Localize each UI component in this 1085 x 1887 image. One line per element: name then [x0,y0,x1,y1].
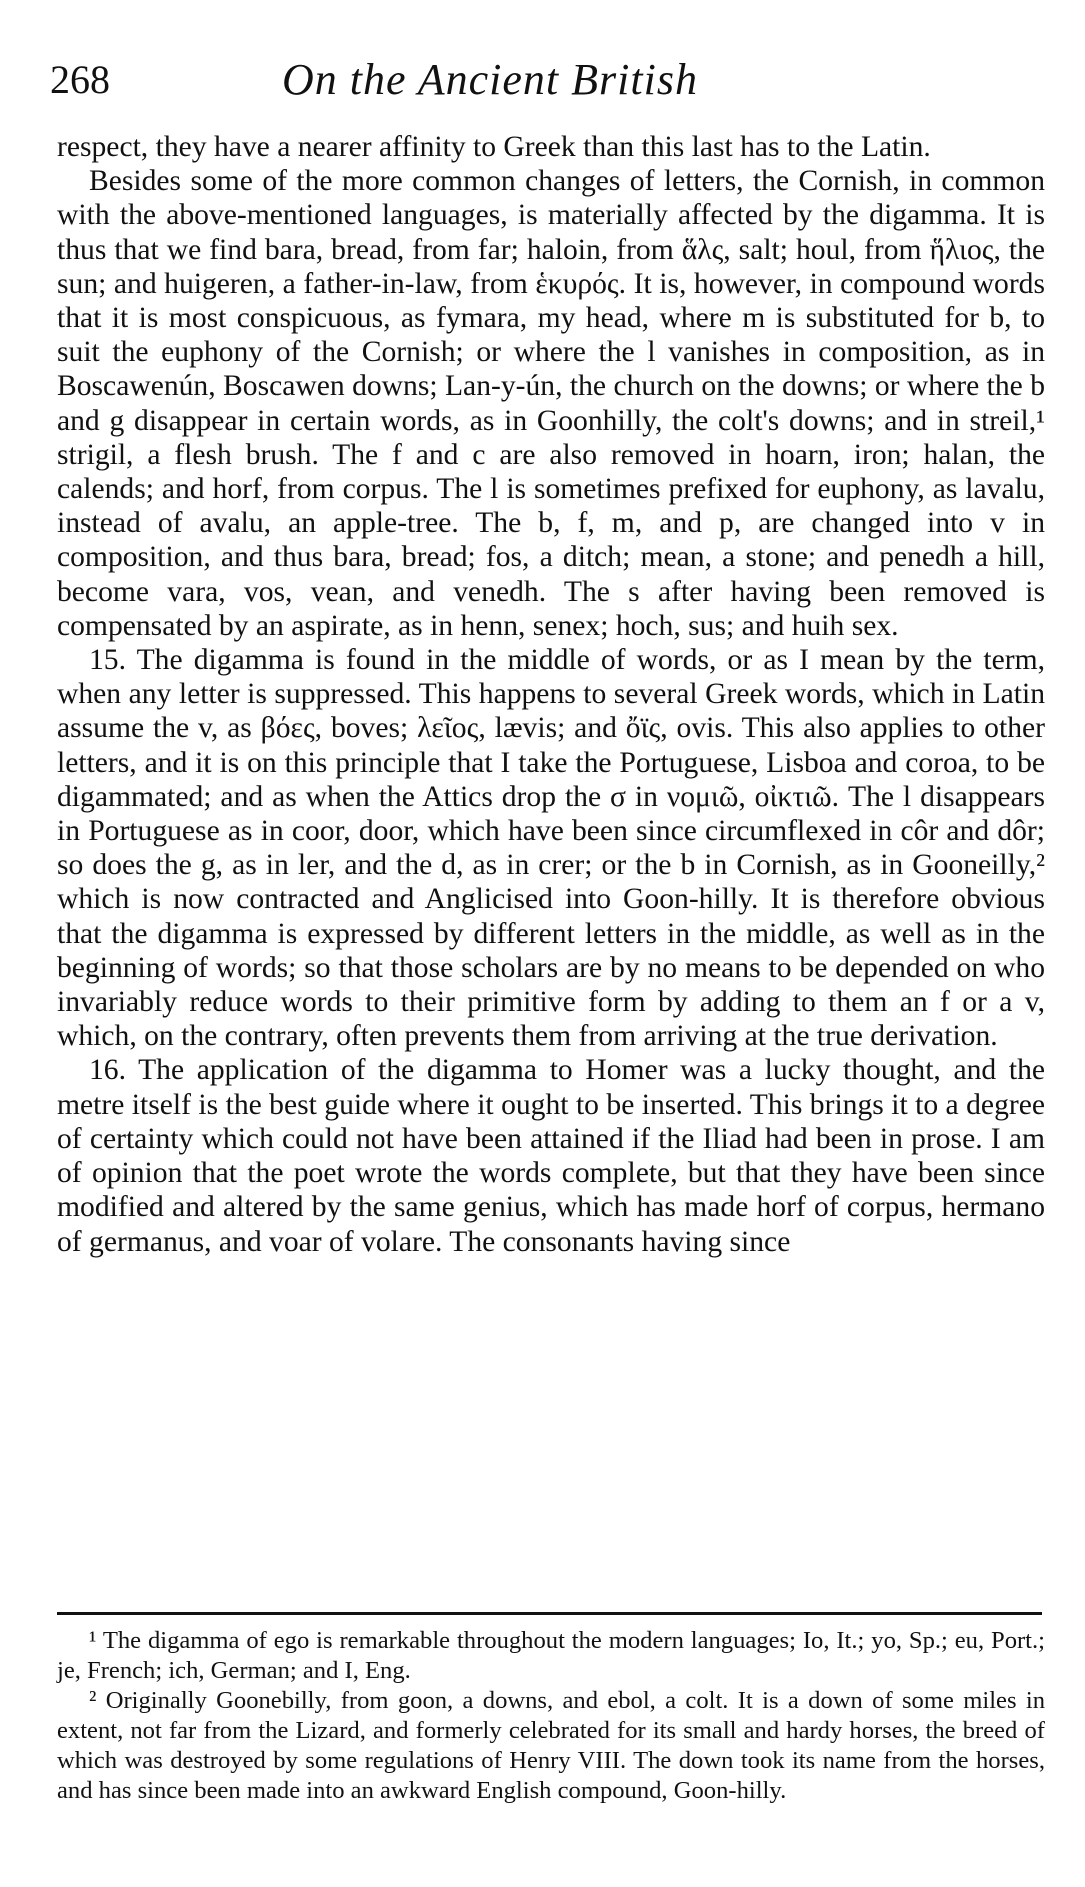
paragraph-section-15: 15. The digamma is found in the middle of words, or as I mean by the term, when any letter is suppressed. This happens to several Greek words, which in Latin assume the v, as βόες, boves; λεῖος, lævis; and ὄϊς, ovis. This also applies to other letters, and it is on this principle that I take the Portuguese, Lisboa and coroa, to be digammated; and as when the Attics drop the σ in νομιῶ, οἰκτιῶ. The l disappears in Portuguese as in coor, door, which have been since circumflexed in côr and dôr; so does the g, as in ler, and the d, as in crer; or the b in Cornish, as in Gooneilly,² which is now contracted and Anglicised into Goon-hilly. It is therefore obvious that the digamma is expressed by different letters in the middle, as well as in the beginning of words; so that those scholars are by no means to be depended on who invariably reduce words to their primitive form by adding to them an f or a v, which, on the contrary, often prevents them from arriving at the true derivation. [57,644,1045,1053]
footnote-divider [57,1612,1042,1615]
footnote-1: ¹ The digamma of ego is remarkable throughout the modern languages; Io, It.; yo, Sp.; eu, Port.; je, French; ich, German; and I, Eng. [57,1627,1045,1684]
footnotes [57,1626,1045,1806]
paragraph-cornish-changes: Besides some of the more common changes of letters, the Cornish, in common with the above-mentioned languages, is materially affected by the digamma. It is thus that we find bara, bread, from far; haloin, from ἅλς, salt; houl, from ἥλιος, the sun; and huigeren, a father-in-law, from ἑκυρός. It is, however, in compound words that it is most conspicuous, as fymara, my head, where m is substituted for b, to suit the euphony of the Cornish; or where the l vanishes in composition, as in Boscawenún, Boscawen downs; Lan-y-ún, the church on the downs; or where the b and g disappear in certain words, as in Goonhilly, the colt's downs; and in streil,¹ strigil, a flesh brush. The f and c are also removed in hoarn, iron; halan, the calends; and horf, from corpus. The l is sometimes prefixed for euphony, as lavalu, instead of avalu, an apple-tree. The b, f, m, and p, are changed into v in composition, and thus bara, bread; fos, a ditch; mean, a stone; and penedh a hill, become vara, vos, vean, and venedh. The s after having been removed is compensated by an aspirate, as in henn, senex; hoch, sus; and huih sex. [57,165,1045,642]
footnote-2: ² Originally Goonebilly, from goon, a downs, and ebol, a colt. It is a down of some miles in extent, not far from the Lizard, and formerly celebrated for its small and hardy horses, the breed of which was destroyed by some regulations of Henry VIII. The down took its name from the horses, and has since been made into an awkward English compound, Goon-hilly. [57,1687,1045,1804]
page-header [50,52,1040,108]
main-text [57,130,1045,1259]
paragraph-section-16: 16. The application of the digamma to Homer was a lucky thought, and the metre itself is the best guide where it ought to be inserted. This brings it to a degree of certainty which could not have been attained if the Iliad had been in prose. I am of opinion that the poet wrote the words complete, but that they have been since modified and altered by the same genius, which has made horf of corpus, hermano of germanus, and voar of volare. The consonants having since [57,1054,1045,1258]
page-number: 268 [50,57,110,102]
running-title: On the Ancient British [282,55,698,104]
paragraph-continued: respect, they have a nearer affinity to Greek than this last has to the Latin. [57,131,931,163]
